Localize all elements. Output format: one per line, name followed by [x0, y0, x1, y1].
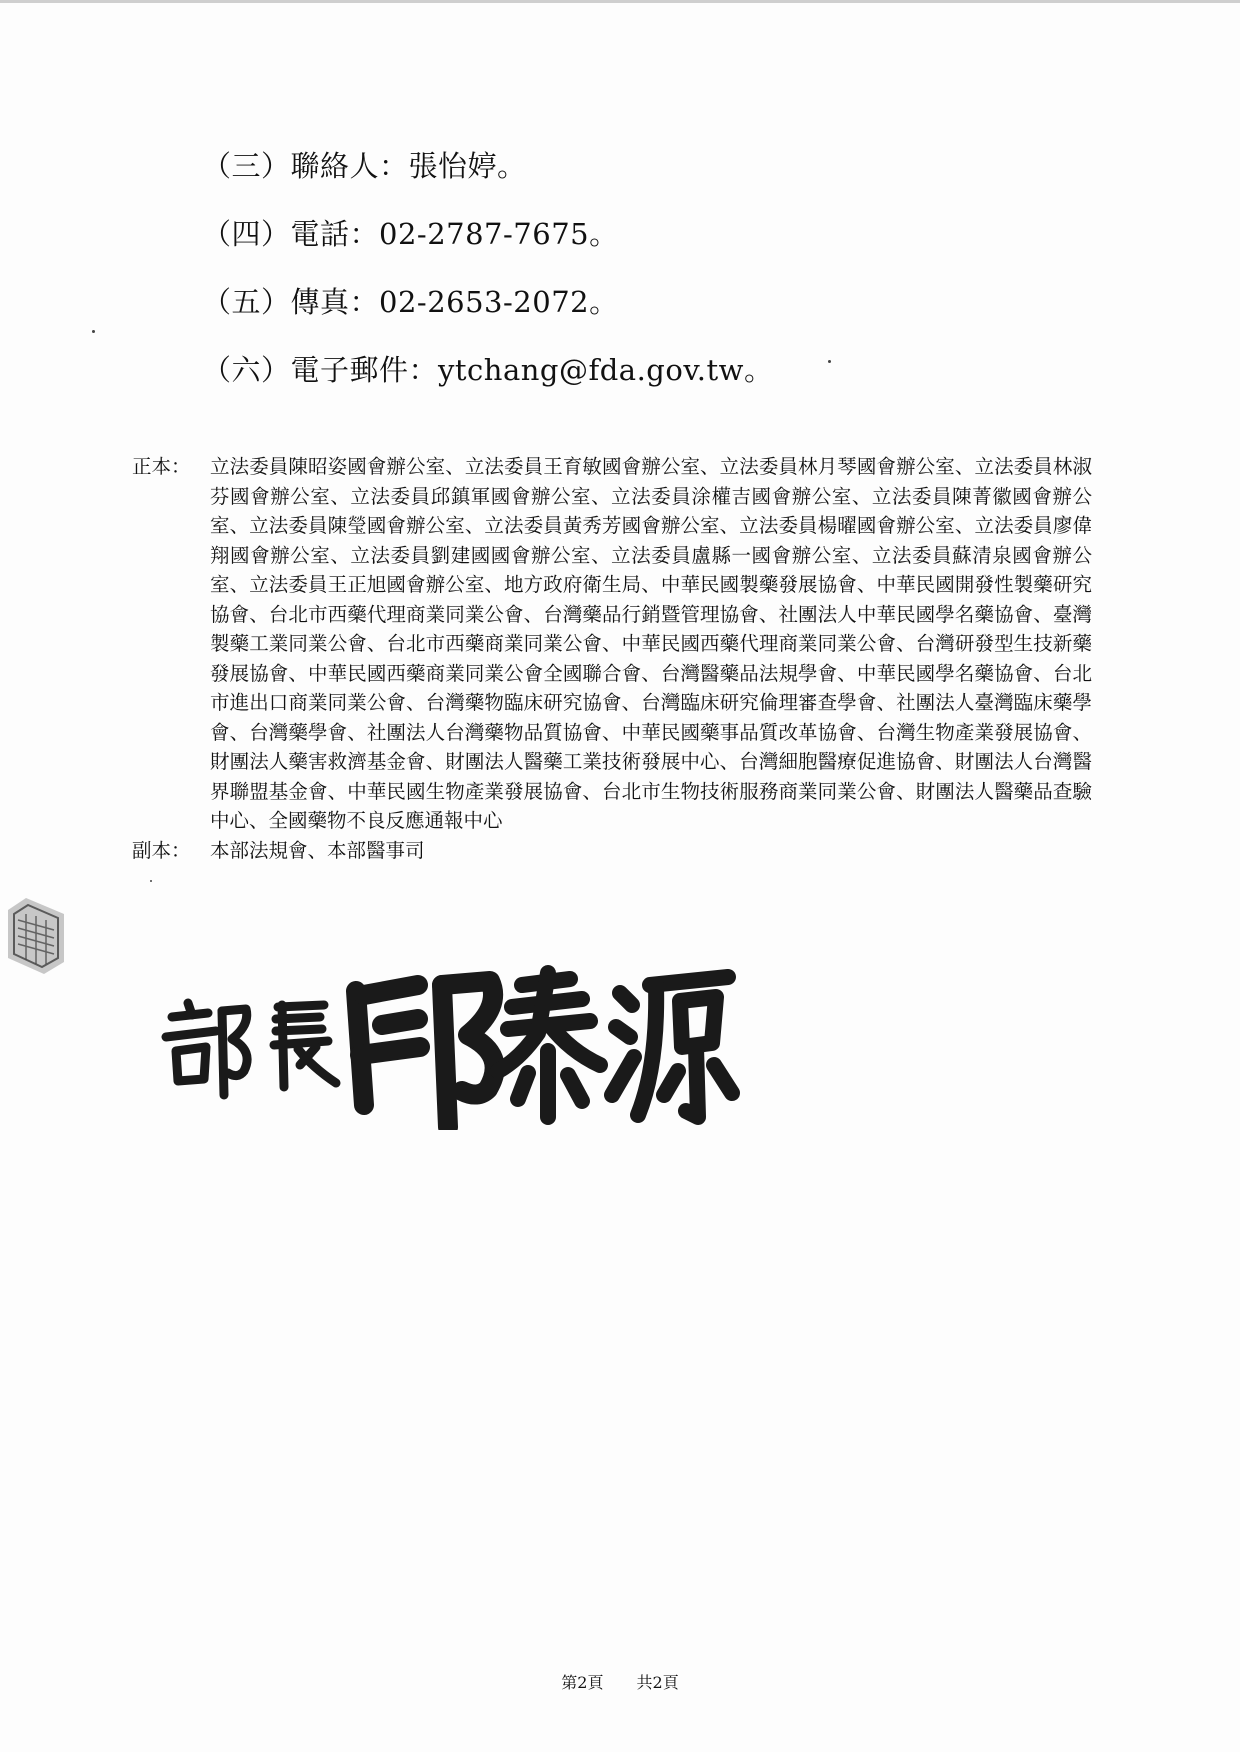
copy-recipients-text: 本部法規會、本部醫事司 [210, 838, 425, 862]
scan-speck [150, 880, 152, 882]
contact-email: （六）電子郵件：ytchang@fda.gov.tw。 [202, 353, 774, 387]
minister-signature [150, 955, 750, 1130]
contact-person: （三）聯絡人：張怡婷。 [202, 149, 527, 183]
contact-fax: （五）傳真：02-2653-2072。 [202, 285, 619, 319]
seal-stamp-icon [4, 896, 68, 976]
page-number: 第2頁 [561, 1673, 604, 1692]
scan-edge [0, 0, 1240, 3]
original-recipients-text: 立法委員陳昭姿國會辦公室、立法委員王育敏國會辦公室、立法委員林月琴國會辦公室、立法委員林淑芬國會辦公室、立法委員邱鎮軍國會辦公室、立法委員涂權吉國會辦公室、立法委員陳菁徽國會辦公室、立法委員陳瑩國會辦公室、立法委員黃秀芳國會辦公室、立法委員楊曜國會辦公室、立法委員廖偉翔國會辦公室、立法委員劉建國國會辦公室、立法委員盧縣一國會辦公室、立法委員蘇清泉國會辦公室、立法委員王正旭國會辦公室、地方政府衛生局、中華民國製藥發展協會、中華民國開發性製藥研究協會、台北市西藥代理商業同業公會、台灣藥品行銷暨管理協會、社團法人中華民國學名藥協會、臺灣製藥工業同業公會、台北市西藥商業同業公會、中華民國西藥代理商業同業公會、台灣研發型生技新藥發展協會、中華民國西藥商業同業公會全國聯合會、台灣醫藥品法規學會、中華民國學名藥協會、台北市進出口商業同業公會、台灣藥物臨床研究協會、台灣臨床研究倫理審查學會、社團法人臺灣臨床藥學會、台灣藥學會、社團法人台灣藥物品質協會、中華民國藥事品質改革協會、台灣生物產業發展協會、財團法人藥害救濟基金會、財團法人醫藥工業技術發展中心、台灣細胞醫療促進協會、財團法人台灣醫界聯盟基金會、中華民國生物產業發展協會、台北市生物技術服務商業同業公會、財團法人醫藥品查驗中心、全國藥物不良反應通報中心 [210, 455, 1092, 832]
original-label: 正本： [132, 455, 191, 478]
scan-speck [828, 360, 831, 363]
page-footer [0, 1670, 1240, 1693]
copy-label: 副本： [132, 838, 191, 862]
distribution-list [132, 452, 1092, 865]
scan-speck [92, 330, 95, 333]
original-recipients [132, 452, 1092, 836]
contact-list [202, 146, 1102, 418]
copy-recipients [132, 836, 1092, 866]
page-total: 共2頁 [636, 1673, 679, 1692]
contact-phone: （四）電話：02-2787-7675。 [202, 217, 619, 251]
